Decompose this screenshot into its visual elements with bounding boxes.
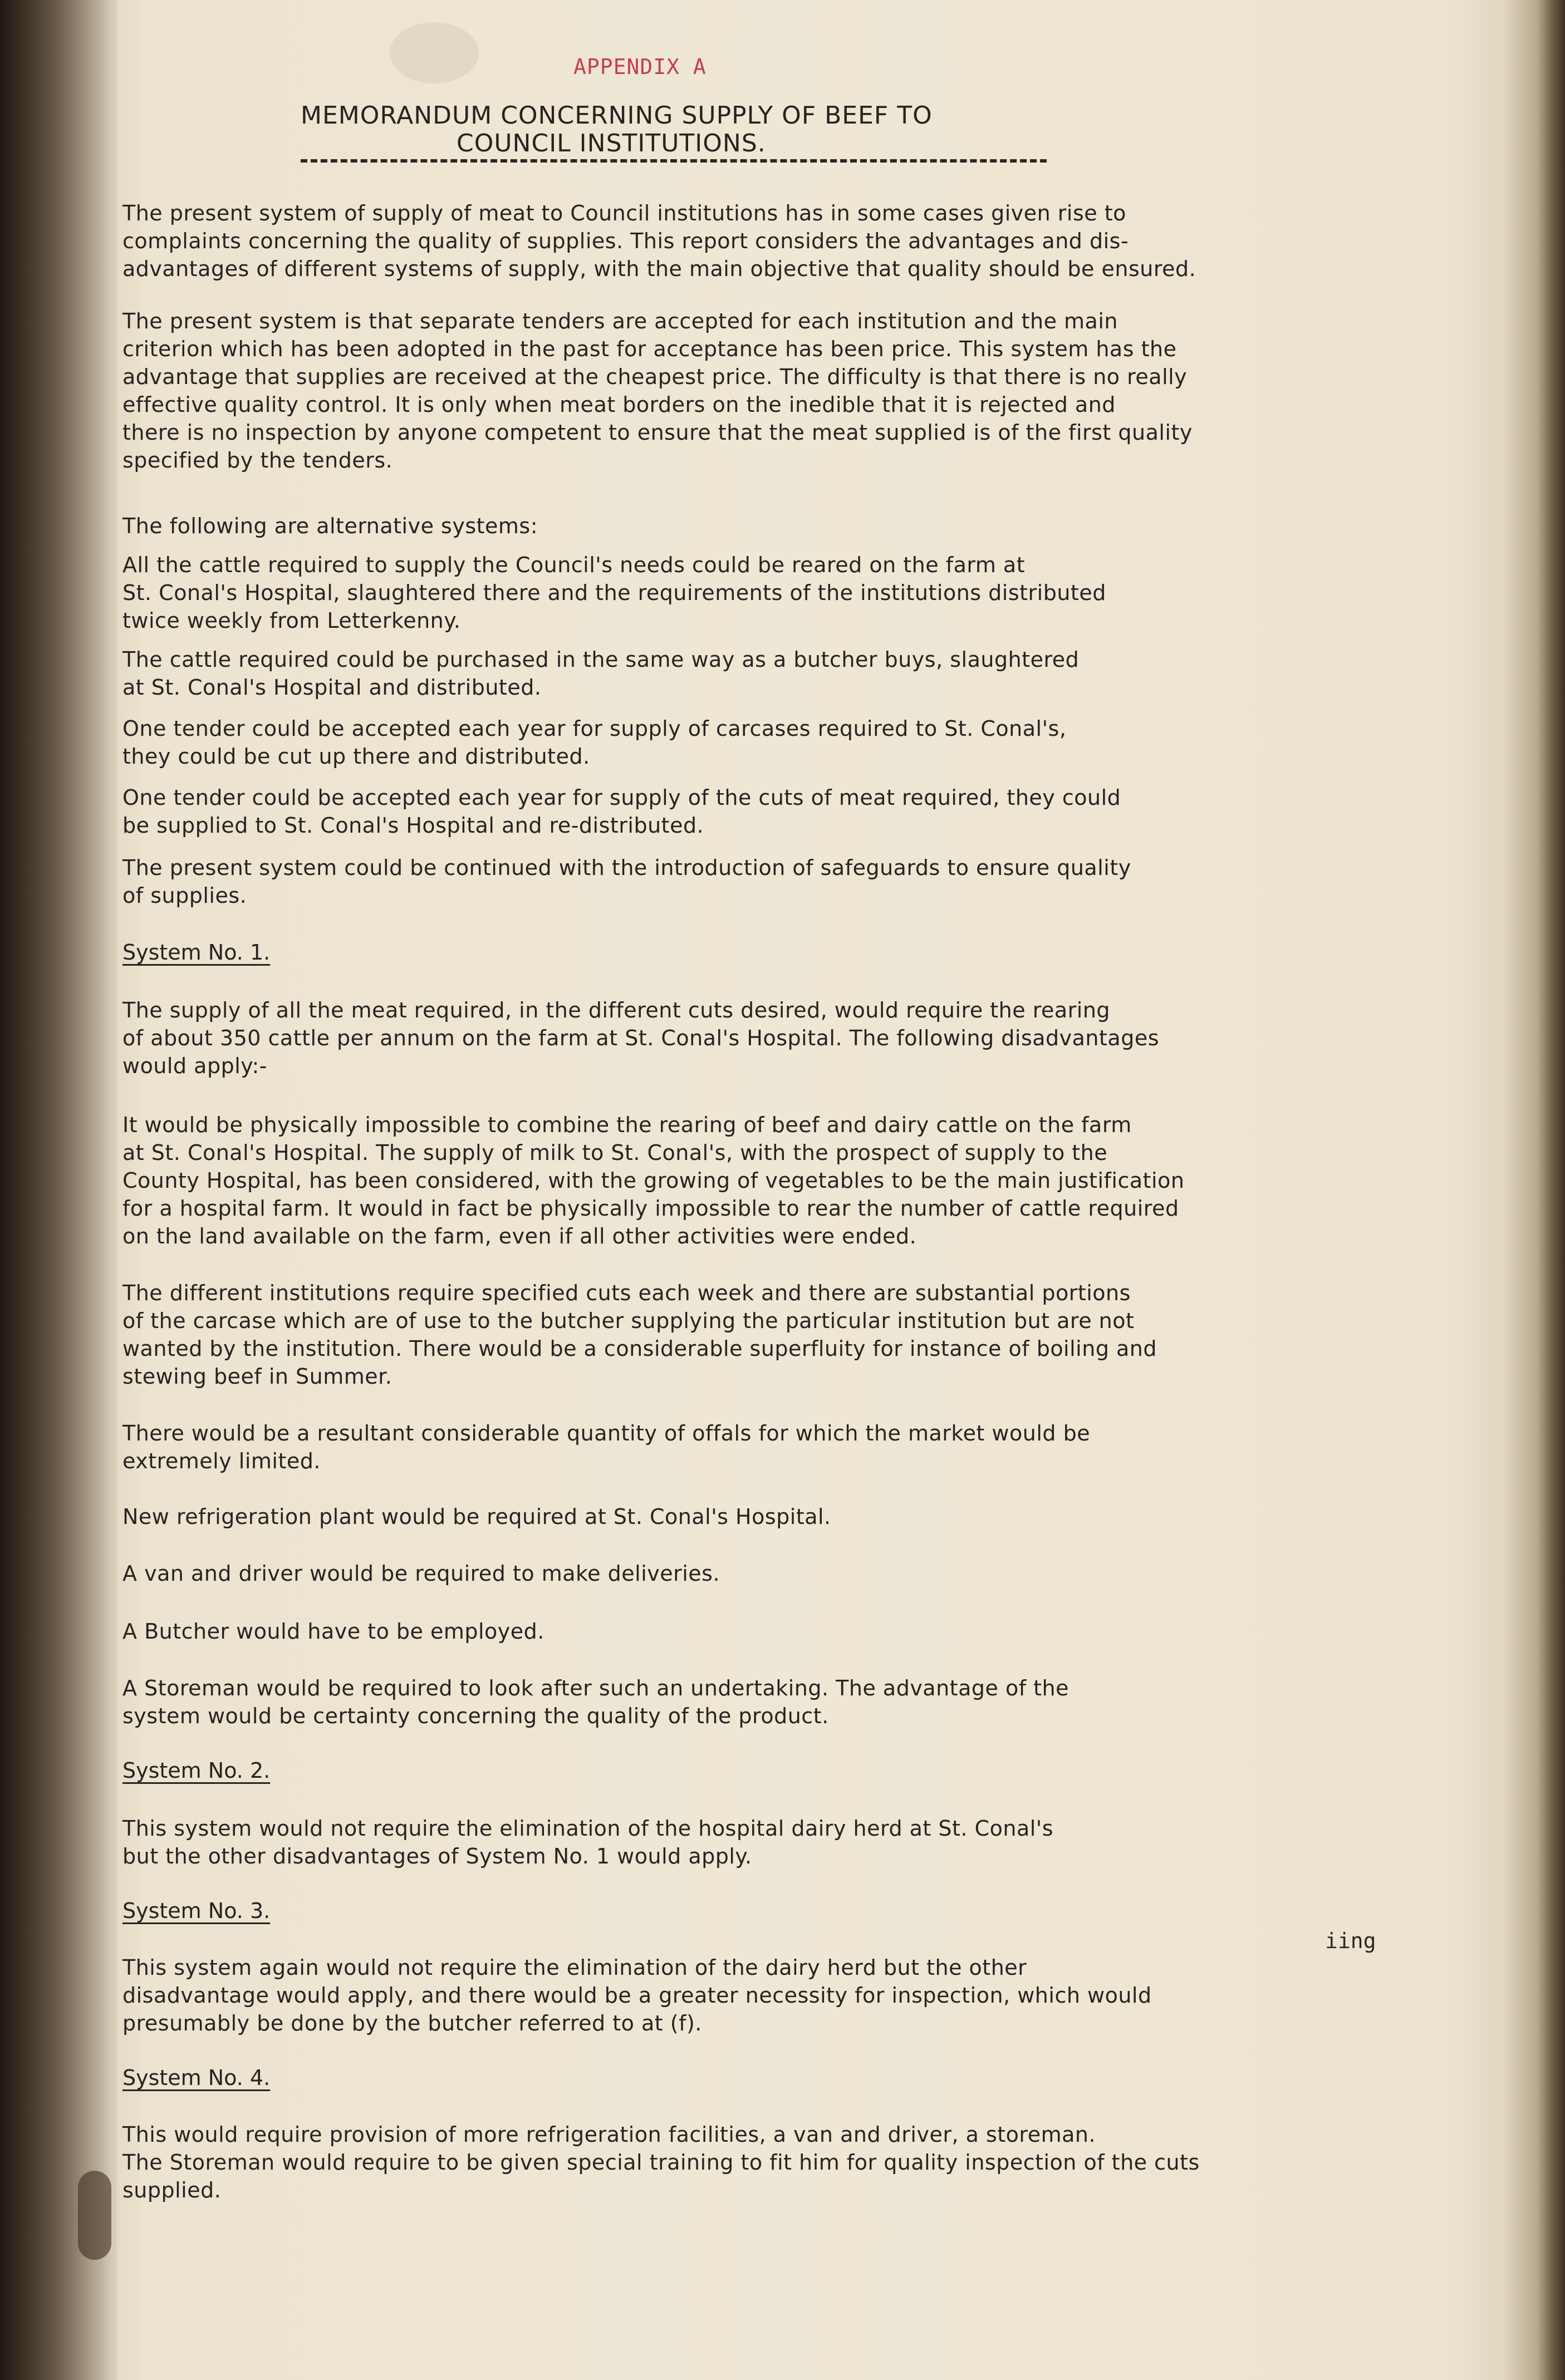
intro-paragraph: The present system of supply of meat to Council institutions has in some cases given rise to complaints concerning the quality of supplies. This report considers the advantages and dis- advantages of different systems of supply, with the main objective that quality should be ensured. [122,201,1196,281]
system-1-item-f: A Butcher would have to be employed. [122,1619,544,1644]
document-page [89,50,1481,2332]
margin-note-text: iing [1325,1929,1376,1953]
memo-title-line-2: COUNCIL INSTITUTIONS. [457,129,766,158]
system-1-item-c: There would be a resultant considerable quantity of offals for which the market would be extremely limited. [122,1421,1091,1473]
alternative-4: One tender could be accepted each year for supply of the cuts of meat required, they could be supplied to St. Conal's Hospital and re-distributed. [122,785,1121,838]
present-system-paragraph: The present system is that separate tenders are accepted for each institution and the main criterion which has been adopted in the past for acceptance has been price. This system has the advantage that supplies are received at the cheapest price. The difficulty is that there is no really effective quality control. It is only when meat borders on the inedible that it is rejected and there is no inspection by anyone competent to ensure that the meat supplied is of the first quality specified by the tenders. [122,309,1193,473]
system-2-text: This system would not require the elimination of the hospital dairy herd at St. Conal's but the other disadvantages of System No. 1 would apply. [122,1816,1054,1868]
system-3-text: This system again would not require the elimination of the dairy herd but the other disadvantage would apply, and there would be a greater necessity for inspection, which would presumably be done by the butcher referred to at (f). [122,1955,1152,2035]
system-3-heading: System No. 3. [122,1899,271,1923]
system-1-intro: The supply of all the meat required, in the different cuts desired, would require the rearing of about 350 cattle per annum on the farm at St. Conal's Hospital. The following disadvantages would apply:- [122,998,1160,1078]
system-1-heading: System No. 1. [122,940,271,965]
system-4-text: This would require provision of more refrigeration facilities, a van and driver, a storeman. The Storeman would require to be given special training to fit him for quality inspection of the cuts supplied. [122,2122,1200,2202]
system-1-item-b: The different institutions require specified cuts each week and there are substantial portions of the carcase which are of use to the butcher supplying the particular institution but are not wanted by the institution. There would be a considerable superfluity for instance of boiling and stewing beef in Summer. [122,1281,1157,1389]
system-1-item-d: New refrigeration plant would be required at St. Conal's Hospital. [122,1504,831,1529]
alternative-1: All the cattle required to supply the Council's needs could be reared on the farm at St. Conal's Hospital, slaughtered there and the requirements of the institutions distributed twice weekly from Letterkenny. [122,553,1106,633]
system-4-heading: System No. 4. [122,2066,271,2090]
alternative-3: One tender could be accepted each year for supply of carcases required to St. Conal's, they could be cut up there and distributed. [122,716,1067,769]
title-dashed-rule [301,159,1047,163]
system-2-heading: System No. 2. [122,1758,271,1783]
alternative-2: The cattle required could be purchased in the same way as a butcher buys, slaughtered at St. Conal's Hospital and distributed. [122,647,1080,700]
system-1-item-a: It would be physically impossible to combine the rearing of beef and dairy cattle on the farm at St. Conal's Hospital. The supply of milk to St. Conal's, with the prospect of supply to the County Hospital, has been considered, with the growing of vegetables to be the main justification for a hospital farm. It would in fact be physically impossible to rear the number of cattle required on the land available on the farm, even if all other activities were ended. [122,1113,1185,1248]
system-1-item-e: A van and driver would be required to make deliveries. [122,1561,720,1586]
alternatives-intro: The following are alternative systems: [122,514,538,538]
alternative-5: The present system could be continued with the introduction of safeguards to ensure quality of supplies. [122,855,1131,908]
memo-title-line-1: MEMORANDUM CONCERNING SUPPLY OF BEEF TO [301,101,933,130]
appendix-label: APPENDIX A [573,55,707,79]
system-1-item-g: A Storeman would be required to look after such an undertaking. The advantage of the system would be certainty concerning the quality of the product. [122,1676,1070,1728]
